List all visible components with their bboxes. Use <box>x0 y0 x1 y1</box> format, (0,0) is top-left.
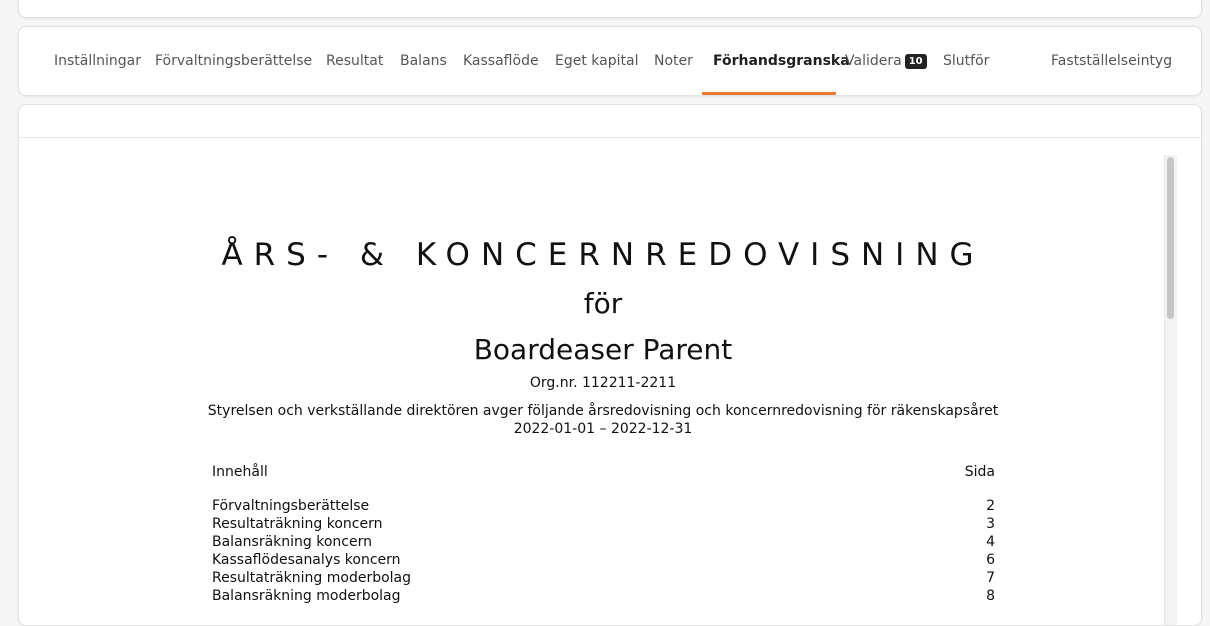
org-number: Org.nr. 112211-2211 <box>529 375 677 391</box>
tab-noter[interactable]: Noter <box>654 53 693 69</box>
tab-resultat[interactable]: Resultat <box>326 53 384 69</box>
fiscal-period: 2022-01-01 – 2022-12-31 <box>513 421 693 437</box>
intro-line-1: Styrelsen och verkställande direktören avger följande årsredovisning och koncernredovisning för räkenskapsåret <box>207 403 999 419</box>
document-title: ÅRS- & KONCERNREDOVISNING <box>221 237 985 273</box>
toc-label: Kassaflödesanalys koncern <box>212 552 401 568</box>
table-of-contents <box>212 497 995 605</box>
toc-page-heading: Sida <box>964 464 995 480</box>
toc-row <box>212 533 995 551</box>
preview-panel <box>18 104 1202 626</box>
toc-page: 3 <box>986 516 995 532</box>
tab-kassaflode[interactable]: Kassaflöde <box>463 53 539 69</box>
tab-forvaltningsberattelse[interactable]: Förvaltningsberättelse <box>155 53 313 69</box>
tab-forhandsgranska[interactable]: Förhandsgranska <box>713 53 850 69</box>
toc-row <box>212 569 995 587</box>
toc-label: Resultaträkning koncern <box>212 516 383 532</box>
toc-heading: Innehåll <box>212 464 268 480</box>
toc-page: 6 <box>986 552 995 568</box>
scrollbar-thumb[interactable] <box>1167 157 1174 319</box>
toc-row <box>212 551 995 569</box>
toc-page: 2 <box>986 498 995 514</box>
tab-slutfor[interactable]: Slutför <box>943 53 990 69</box>
company-name: Boardeaser Parent <box>473 333 733 366</box>
tab-bar <box>18 26 1202 96</box>
toc-row <box>212 497 995 515</box>
intro-text <box>19 402 1187 438</box>
tab-validera[interactable] <box>845 27 927 95</box>
validation-count-badge: 10 <box>905 54 927 69</box>
toc-label: Balansräkning moderbolag <box>212 588 401 604</box>
tab-installningar[interactable]: Inställningar <box>54 53 142 69</box>
toc-label: Balansräkning koncern <box>212 534 372 550</box>
tab-validera-label: Validera <box>845 53 902 69</box>
tab-balans[interactable]: Balans <box>400 53 447 69</box>
toc-page: 7 <box>986 570 995 586</box>
toc-page: 8 <box>986 588 995 604</box>
toc-row <box>212 515 995 533</box>
toc-page: 4 <box>986 534 995 550</box>
tab-faststallelseintyg[interactable]: Fastställelseintyg <box>1051 53 1173 69</box>
active-tab-indicator <box>702 92 836 95</box>
tab-eget-kapital[interactable]: Eget kapital <box>555 53 639 69</box>
toc-label: Resultaträkning moderbolag <box>212 570 412 586</box>
document-for: för <box>583 287 623 320</box>
toc-row <box>212 587 995 605</box>
top-panel <box>18 0 1202 18</box>
toc-label: Förvaltningsberättelse <box>212 498 370 514</box>
panel-divider <box>19 137 1201 138</box>
